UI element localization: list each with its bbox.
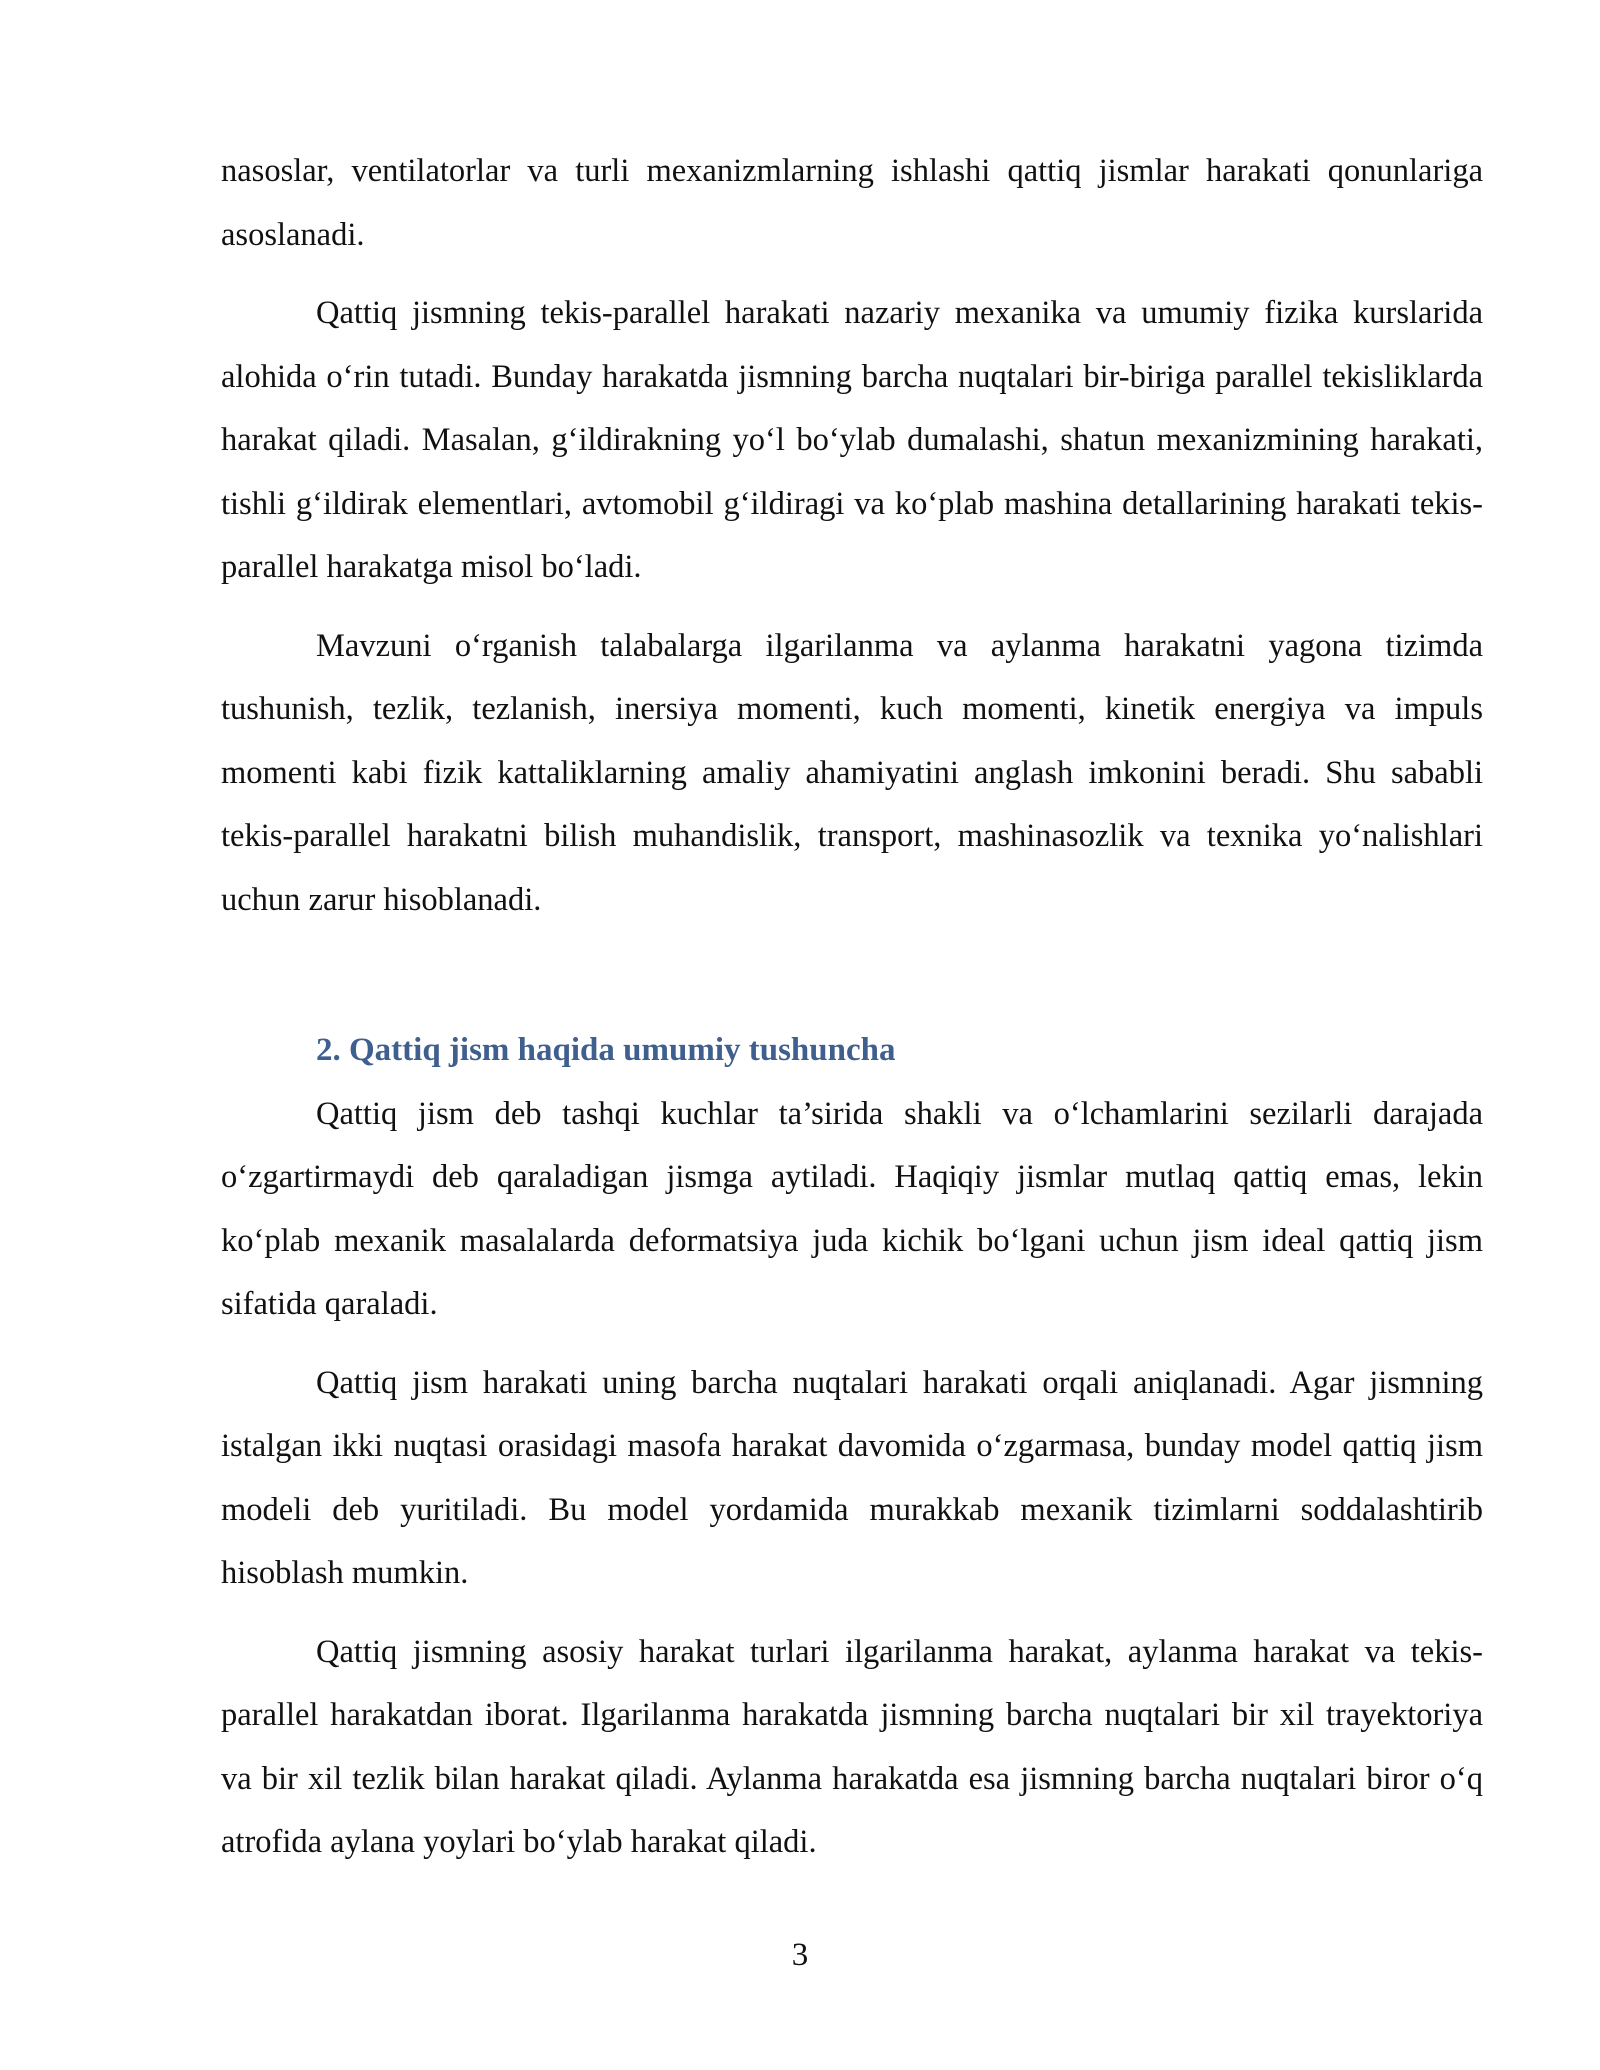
paragraph-motion-types: Qattiq jismning asosiy harakat turlari ilgarilanma harakat, aylanma harakat va tekis-parallel harakatdan iborat. Ilgarilanma harakatda jismning barcha nuqtalari bir xil trayektoriya va bir xil tezlik bilan harakat qiladi. Aylanma harakatda esa jismning barcha nuqtalari biror o‘q atrofida aylana yoylari bo‘ylab harakat qiladi.	[221, 1633, 1483, 1860]
paragraph-rigid-body-definition: Qattiq jism deb tashqi kuchlar ta’sirida shakli va o‘lchamlarini sezilarli darajada o‘zgartirmaydi deb qaraladigan jismga aytiladi. Haqiqiy jismlar mutlaq qattiq emas, lekin ko‘plab mexanik masalalarda deformatsiya juda kichik bo‘lgani uchun jism ideal qattiq jism sifatida qaraladi.	[221, 1095, 1483, 1322]
page-content	[221, 140, 1483, 1890]
paragraph-plane-motion: Qattiq jismning tekis-parallel harakati nazariy mexanika va umumiy fizika kurslarida alohida o‘rin tutadi. Bunday harakatda jismning barcha nuqtalari bir-biriga parallel tekisliklarda harakat qiladi. Masalan, g‘ildirakning yo‘l bo‘ylab dumalashi, shatun mexanizmining harakati, tishli g‘ildirak elementlari, avtomobil g‘ildiragi va ko‘plab mashina detallarining harakati tekis-parallel harakatga misol bo‘ladi.	[221, 295, 1483, 585]
page-number: 3	[791, 1937, 809, 1973]
paragraph-rigid-body-model: Qattiq jism harakati uning barcha nuqtalari harakati orqali aniqlanadi. Agar jismning istalgan ikki nuqtasi orasidagi masofa harakat davomida o‘zgarmasa, bunday model qattiq jism modeli deb yuritiladi. Bu model yordamida murakkab mexanik tizimlarni soddalashtirib hisoblash mumkin.	[221, 1364, 1483, 1591]
section-heading: 2. Qattiq jism haqida umumiy tushuncha	[316, 1032, 896, 1068]
paragraph-topic-importance: Mavzuni o‘rganish talabalarga ilgarilanma va aylanma harakatni yagona tizimda tushunish, tezlik, tezlanish, inersiya momenti, kuch momenti, kinetik energiya va impuls momenti kabi fizik kattaliklarning amaliy ahamiyatini anglash imkonini beradi. Shu sababli tekis-parallel harakatni bilish muhandislik, transport, mashinasozlik va texnika yo‘nalishlari uchun zarur hisoblanadi.	[221, 627, 1483, 918]
paragraph-continuation: nasoslar, ventilatorlar va turli mexanizmlarning ishlashi qattiq jismlar harakati qonunlariga asoslanadi.	[221, 153, 1483, 253]
